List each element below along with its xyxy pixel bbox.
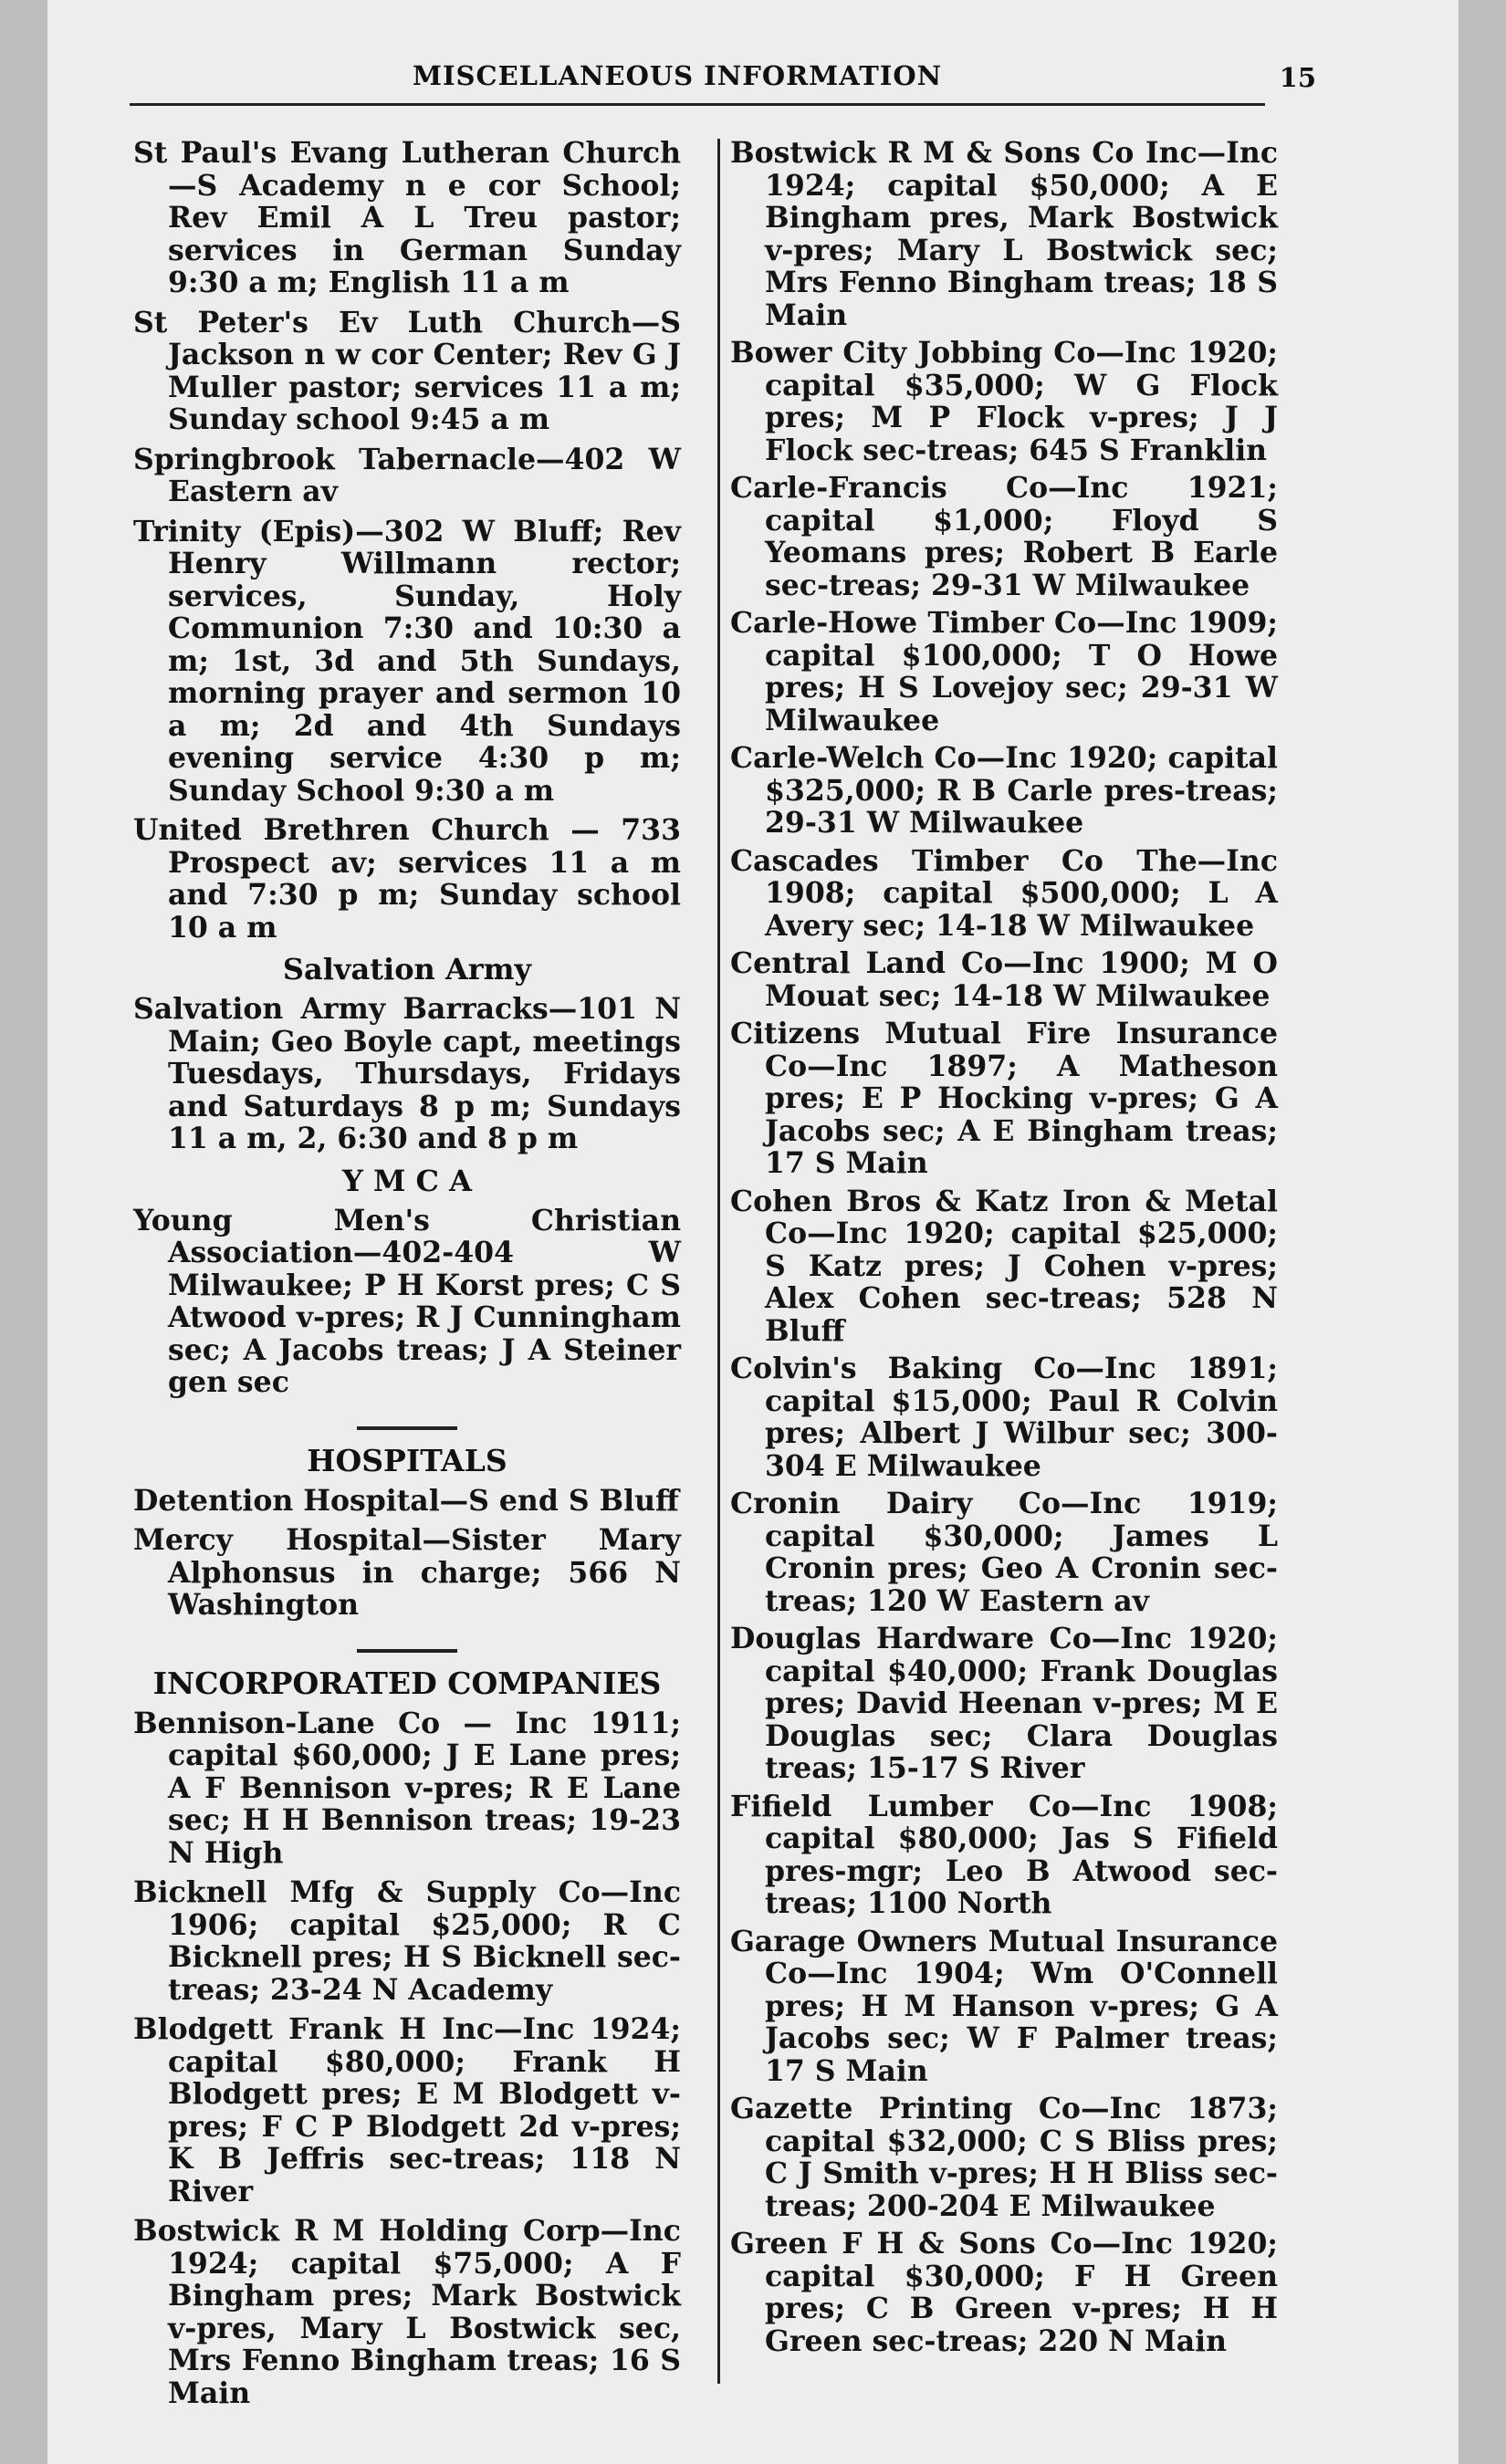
company-entry: Carle-Welch Co—Inc 1920; capital $325,000; R B Carle pres-treas; 29-31 W Milwaukee xyxy=(730,741,1278,840)
ymca-heading: Y M C A xyxy=(342,1163,472,1198)
company-entry: Garage Owners Mutual Insurance Co—Inc 1904; Wm O'Connell pres; H M Hanson v-pres; G A Jacobs sec; W F Palmer treas; 17 S Main xyxy=(730,1924,1278,2088)
company-entry: Blodgett Frank H Inc—Inc 1924; capital $80,000; Frank H Blodgett pres; E M Blodgett v-pres; F C P Blodgett 2d v-pres; K B Jeffris sec-treas; 118 N River xyxy=(133,2012,681,2208)
church-entry: United Brethren Church — 733 Prospect av; services 11 a m and 7:30 p m; Sunday school 10 a m xyxy=(133,813,681,945)
church-entry: St Peter's Ev Luth Church—S Jackson n w cor Center; Rev G J Muller pastor; services 11 a m; Sunday school 9:45 a m xyxy=(133,305,681,436)
hospitals-heading: HOSPITALS xyxy=(307,1442,507,1478)
church-entry: Trinity (Epis)—302 W Bluff; Rev Henry Willmann rector; services, Sunday, Holy Communion 7:30 and 10:30 a m; 1st, 3d and 5th Sundays, morning prayer and sermon 10 a m; 2d and 4th Sundays evening service 4:30 p m; Sunday School 9:30 a m xyxy=(133,514,681,808)
company-entry: Bower City Jobbing Co—Inc 1920; capital $35,000; W G Flock pres; M P Flock v-pres; J J Flock sec-treas; 645 S Franklin xyxy=(730,336,1278,467)
company-entry: Fifield Lumber Co—Inc 1908; capital $80,000; Jas S Fifield pres-mgr; Leo B Atwood sec-treas; 1100 North xyxy=(730,1789,1278,1920)
company-entry: Douglas Hardware Co—Inc 1920; capital $40,000; Frank Douglas pres; David Heenan v-pres; M E Douglas sec; Clara Douglas treas; 15-17 S River xyxy=(730,1622,1278,1785)
company-entry: Green F H & Sons Co—Inc 1920; capital $30,000; F H Green pres; C B Green v-pres; H H Green sec-treas; 220 N Main xyxy=(730,2227,1278,2358)
left-column xyxy=(133,137,681,2417)
company-entry: Cascades Timber Co The—Inc 1908; capital $500,000; L A Avery sec; 14-18 W Milwaukee xyxy=(730,843,1278,943)
company-entry: Bennison-Lane Co — Inc 1911; capital $60,000; J E Lane pres; A F Bennison v-pres; R E Lane sec; H H Bennison treas; 19-23 N High xyxy=(133,1706,681,1870)
section-divider xyxy=(357,1426,457,1430)
running-title: MISCELLANEOUS INFORMATION xyxy=(412,60,943,91)
salvation-army-entry: Salvation Army Barracks—101 N Main; Geo Boyle capt, meetings Tuesdays, Thursdays, Fridays and Saturdays 8 p m; Sundays 11 a m, 2, 6:30 and 8 p m xyxy=(133,992,681,1155)
company-entry: Gazette Printing Co—Inc 1873; capital $32,000; C S Bliss pres; C J Smith v-pres; H H Bliss sec-treas; 200-204 E Milwaukee xyxy=(730,2092,1278,2223)
company-entry: Citizens Mutual Fire Insurance Co—Inc 1897; A Matheson pres; E P Hocking v-pres; G A Jacobs sec; A E Bingham treas; 17 S Main xyxy=(730,1017,1278,1180)
directory-page xyxy=(47,0,1459,2464)
incorporated-companies-heading: INCORPORATED COMPANIES xyxy=(152,1665,662,1701)
company-entry: Bicknell Mfg & Supply Co—Inc 1906; capital $25,000; R C Bicknell pres; H S Bicknell sec-treas; 23-24 N Academy xyxy=(133,1875,681,2007)
hospital-entry: Detention Hospital—S end S Bluff xyxy=(133,1483,679,1518)
company-entry: Bostwick R M Holding Corp—Inc 1924; capital $75,000; A F Bingham pres; Mark Bostwick v-pres, Mary L Bostwick sec, Mrs Fenno Bingham treas; 16 S Main xyxy=(133,2214,681,2410)
right-column xyxy=(730,137,1278,2363)
section-divider xyxy=(357,1649,457,1653)
church-entry: St Paul's Evang Lutheran Church —S Academy n e cor School; Rev Emil A L Treu pastor; services in German Sunday 9:30 a m; English 11 a m xyxy=(133,136,681,299)
company-entry: Colvin's Baking Co—Inc 1891; capital $15,000; Paul R Colvin pres; Albert J Wilbur sec; 300-304 E Milwaukee xyxy=(730,1352,1278,1483)
hospital-entry: Mercy Hospital—Sister Mary Alphonsus in charge; 566 N Washington xyxy=(133,1523,681,1622)
company-entry: Central Land Co—Inc 1900; M O Mouat sec; 14-18 W Milwaukee xyxy=(730,946,1278,1013)
page-number: 15 xyxy=(1279,62,1316,93)
salvation-army-heading: Salvation Army xyxy=(282,952,532,987)
header-rule xyxy=(130,103,1265,106)
page-header xyxy=(130,60,1316,100)
company-entry: Cohen Bros & Katz Iron & Metal Co—Inc 1920; capital $25,000; S Katz pres; J Cohen v-pres; Alex Cohen sec-treas; 528 N Bluff xyxy=(730,1184,1278,1348)
company-entry: Cronin Dairy Co—Inc 1919; capital $30,000; James L Cronin pres; Geo A Cronin sec-treas; 120 W Eastern av xyxy=(730,1487,1278,1618)
column-divider xyxy=(717,139,720,2384)
company-entry: Carle-Francis Co—Inc 1921; capital $1,000; Floyd S Yeomans pres; Robert B Earle sec-treas; 29-31 W Milwaukee xyxy=(730,471,1278,602)
company-entry: Bostwick R M & Sons Co Inc—Inc 1924; capital $50,000; A E Bingham pres, Mark Bostwick v-pres; Mary L Bostwick sec; Mrs Fenno Bingham treas; 18 S Main xyxy=(730,136,1278,332)
company-entry: Carle-Howe Timber Co—Inc 1909; capital $100,000; T O Howe pres; H S Lovejoy sec; 29-31 W Milwaukee xyxy=(730,606,1278,737)
church-entry: Springbrook Tabernacle—402 W Eastern av xyxy=(133,442,681,508)
ymca-entry: Young Men's Christian Association—402-404 W Milwaukee; P H Korst pres; C S Atwood v-pres; R J Cunningham sec; A Jacobs treas; J A Steiner gen sec xyxy=(133,1203,681,1399)
